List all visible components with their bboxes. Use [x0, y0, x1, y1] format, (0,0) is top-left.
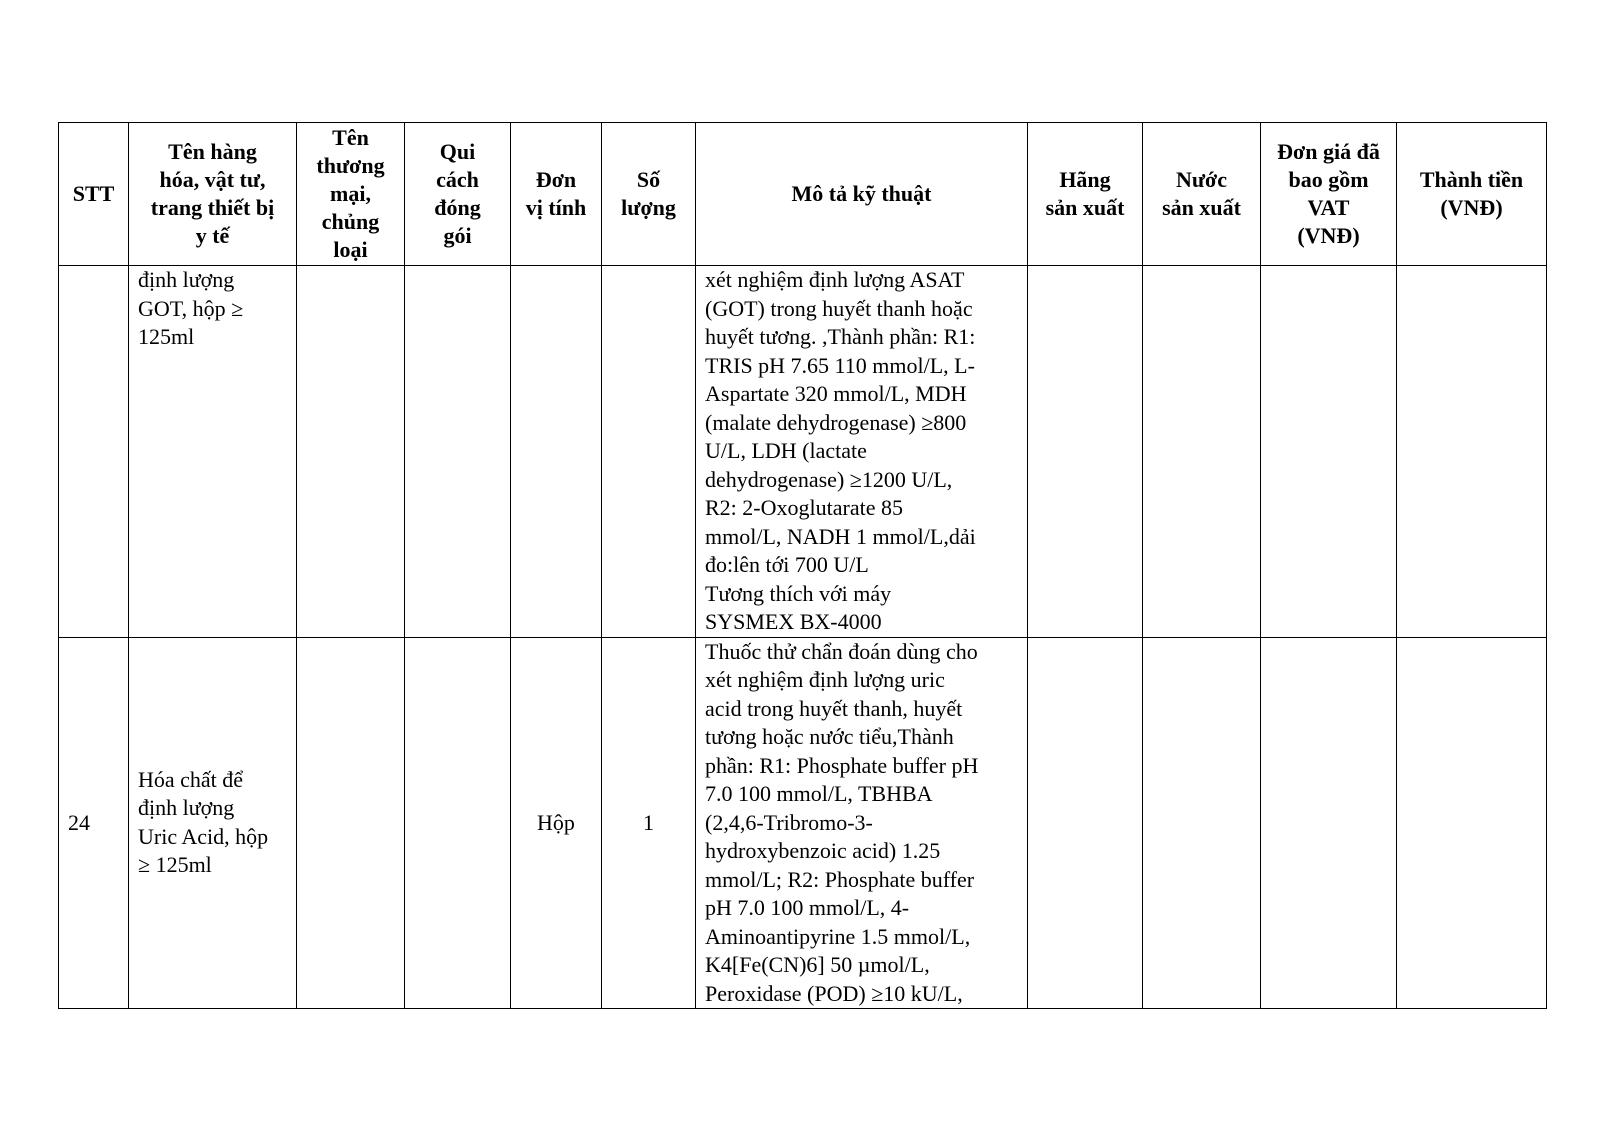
- cell-total: [1397, 637, 1547, 1009]
- cell-unit-price: [1261, 637, 1397, 1009]
- cell-trade-name: [297, 266, 405, 638]
- header-total: Thành tiền (VNĐ): [1397, 123, 1547, 266]
- header-country: Nước sản xuất: [1143, 123, 1261, 266]
- cell-technical-description: xét nghiệm định lượng ASAT (GOT) trong huyết thanh hoặc huyết tương. ,Thành phần: R1: TRIS pH 7.65 110 mmol/L, L- Aspartate 320 mmol/L, MDH (malate dehydrogenase) ≥800 U/L, LDH (lactate dehydrogenase) ≥1200 U/L, R2: 2-Oxoglutarate 85 mmol/L, NADH 1 mmol/L,dải đo:lên tới 700 U/L Tương thích với máy SYSMEX BX-4000: [696, 266, 1028, 638]
- cell-quantity: 1: [602, 637, 696, 1009]
- header-unit: Đơn vị tính: [511, 123, 602, 266]
- cell-unit: Hộp: [511, 637, 602, 1009]
- cell-packaging: [405, 266, 511, 638]
- cell-item-name: Hóa chất để định lượng Uric Acid, hộp ≥ 125ml: [129, 637, 297, 1009]
- cell-stt: [59, 266, 129, 638]
- header-row: [59, 123, 1547, 266]
- header-trade-name: Tên thương mại, chủng loại: [297, 123, 405, 266]
- cell-manufacturer: [1028, 266, 1143, 638]
- header-technical-description: Mô tả kỹ thuật: [696, 123, 1028, 266]
- cell-country: [1143, 266, 1261, 638]
- cell-stt: 24: [59, 637, 129, 1009]
- equipment-table: [58, 122, 1547, 1009]
- cell-country: [1143, 637, 1261, 1009]
- cell-unit-price: [1261, 266, 1397, 638]
- table-row: [59, 266, 1547, 638]
- cell-packaging: [405, 637, 511, 1009]
- cell-unit: [511, 266, 602, 638]
- cell-manufacturer: [1028, 637, 1143, 1009]
- header-item-name: Tên hàng hóa, vật tư, trang thiết bị y tế: [129, 123, 297, 266]
- header-unit-price: Đơn giá đã bao gồm VAT (VNĐ): [1261, 123, 1397, 266]
- cell-technical-description: Thuốc thử chẩn đoán dùng cho xét nghiệm định lượng uric acid trong huyết thanh, huyết tương hoặc nước tiểu,Thành phần: R1: Phosphate buffer pH 7.0 100 mmol/L, TBHBA (2,4,6-Tribromo-3- hydroxybenzoic acid) 1.25 mmol/L; R2: Phosphate buffer pH 7.0 100 mmol/L, 4- Aminoantipyrine 1.5 mmol/L, K4[Fe(CN)6] 50 µmol/L, Peroxidase (POD) ≥10 kU/L,: [696, 637, 1028, 1009]
- cell-quantity: [602, 266, 696, 638]
- cell-item-name: định lượng GOT, hộp ≥ 125ml: [129, 266, 297, 638]
- header-stt: STT: [59, 123, 129, 266]
- header-packaging: Qui cách đóng gói: [405, 123, 511, 266]
- cell-trade-name: [297, 637, 405, 1009]
- header-quantity: Số lượng: [602, 123, 696, 266]
- cell-total: [1397, 266, 1547, 638]
- table-row: [59, 637, 1547, 1009]
- header-manufacturer: Hãng sản xuất: [1028, 123, 1143, 266]
